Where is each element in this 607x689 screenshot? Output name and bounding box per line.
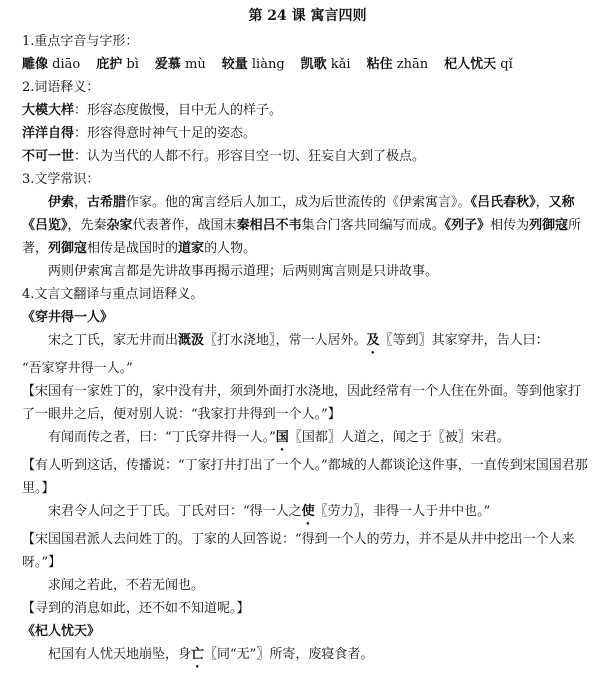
bold-term: 列御寇 [48, 241, 88, 256]
section-1-heading: 1.重点字音与字形： [22, 34, 139, 49]
vocab-pinyin: bì [126, 57, 139, 72]
vocab-item [301, 53, 351, 76]
classical-text: 求闻之若此，不若无闻也。 [48, 578, 205, 593]
definition-line [22, 99, 593, 122]
bold-term: 杂家 [106, 218, 133, 233]
definition: ：形容态度傲慢，目中无人的样子。 [74, 103, 283, 118]
vocab-word: 杞人忧天 [444, 57, 497, 72]
vocab-item [155, 53, 206, 76]
text-run: ， [74, 195, 88, 210]
literary-paragraph-2: 两则伊索寓言都是先讲故事再揭示道理；后两则寓言则是只讲故事。 [48, 264, 439, 279]
vocab-item [22, 53, 80, 76]
literary-paragraph [22, 191, 593, 260]
vocab-pinyin: zhān [396, 57, 429, 72]
text-run: 所著， [22, 218, 582, 256]
section-3-heading: 3.文学常识： [22, 172, 100, 187]
vocab-pinyin: qǐ [500, 57, 513, 72]
vocab-pinyin: liàng [251, 57, 285, 72]
story-title: 《杞人忧天》 [22, 624, 101, 639]
translation: 【有人听到这话，传播说：“丁家打井打出了一个人。”都城的人都谈论这件事，一直传到宋国国君那里。】 [22, 458, 588, 496]
classical-text: 宋之丁氏，家无井而出溉汲〖打水浇地〗，常一人居外。及〖等到〗其家穿井，告人曰： [48, 333, 549, 348]
classical-text: 杞国有人忧天地崩坠，身亡〖同“无”〗所寄，废寝食者。 [48, 647, 374, 662]
text-run: ，先秦 [67, 218, 107, 233]
text-run: 作家。他的寓言经后人加工，成为后世流传的《伊索寓言》。 [126, 195, 471, 210]
vocab-row [22, 53, 593, 76]
text-run: 相传是战国时的 [87, 241, 179, 256]
bold-term: 秦相吕不韦 [236, 218, 302, 233]
bold-term: 道家 [178, 241, 205, 256]
vocab-word: 庇护 [96, 57, 123, 72]
bold-term: 《列子》 [444, 218, 491, 233]
bold-term: 伊索 [48, 195, 75, 210]
vocab-word: 较量 [221, 57, 248, 72]
translation: 【寻到的消息如此，还不如不知道呢。】 [22, 601, 250, 616]
key-word: 溉汲 [178, 333, 205, 348]
text-run: 相传为 [490, 218, 530, 233]
text-run: 集合门客共同编写而成。 [301, 218, 445, 233]
key-word: 使 [301, 504, 315, 519]
classical-text: 宋君令人问之于丁氏。丁氏对曰：“得一人之使〖劳力〗，非得一人于井中也。” [48, 504, 491, 519]
text-run: 代表著作，战国末 [132, 218, 237, 233]
vocab-pinyin: diāo [52, 57, 81, 72]
text-run: ， [535, 195, 549, 210]
term: 大模大样 [22, 103, 75, 118]
bold-term: 古希腊 [87, 195, 127, 210]
bold-term: 《吕氏春秋》 [470, 195, 536, 210]
vocab-item [367, 53, 429, 76]
vocab-word: 爱慕 [154, 57, 181, 72]
bold-term: 又称《吕览》 [22, 195, 575, 233]
vocab-word: 粘住 [366, 57, 393, 72]
vocab-word: 雕像 [22, 57, 49, 72]
vocab-item [222, 53, 285, 76]
story-title: 《穿井得一人》 [22, 310, 114, 325]
translation: 【宋国国君派人去问姓丁的。丁家的人回答说：“得到一个人的劳力，并不是从井中挖出一个人来呀。”】 [22, 532, 575, 570]
definition-line [22, 122, 593, 145]
translation: 【宋国有一家姓丁的，家中没有井，须到外面打水浇地，因此经常有一个人住在外面。等到他家打了一眼井之后，便对别人说：“我家打井得到一个人。”】 [22, 384, 582, 422]
lesson-title: 第 24 课 寓言四则 [248, 8, 367, 24]
definition: ：认为当代的人都不行。形容目空一切、狂妄自大到了极点。 [74, 149, 426, 164]
vocab-item [444, 53, 513, 76]
vocab-word: 凯歌 [300, 57, 327, 72]
key-word: 及 [366, 333, 380, 348]
term: 不可一世 [22, 149, 75, 164]
classical-text: 有闻而传之者，曰：“丁氏穿井得一人。”国〖国都〗人道之，闻之于〖被〗宋君。 [48, 430, 510, 445]
vocab-pinyin: mù [185, 57, 206, 72]
bold-term: 列御寇 [529, 218, 569, 233]
key-word: 国 [275, 430, 289, 445]
vocab-item [96, 53, 139, 76]
vocab-pinyin: kǎi [330, 57, 351, 72]
term: 洋洋自得 [22, 126, 75, 141]
definition-line [22, 145, 593, 168]
key-word: 亡 [191, 647, 205, 662]
classical-text-cont: “吾家穿井得一人。” [22, 361, 133, 376]
text-run: 的人物。 [204, 241, 257, 256]
section-2-heading: 2.词语释义： [22, 80, 100, 95]
section-4-heading: 4.文言文翻译与重点词语释义。 [22, 287, 204, 302]
definition: ：形容得意时神气十足的姿态。 [74, 126, 257, 141]
